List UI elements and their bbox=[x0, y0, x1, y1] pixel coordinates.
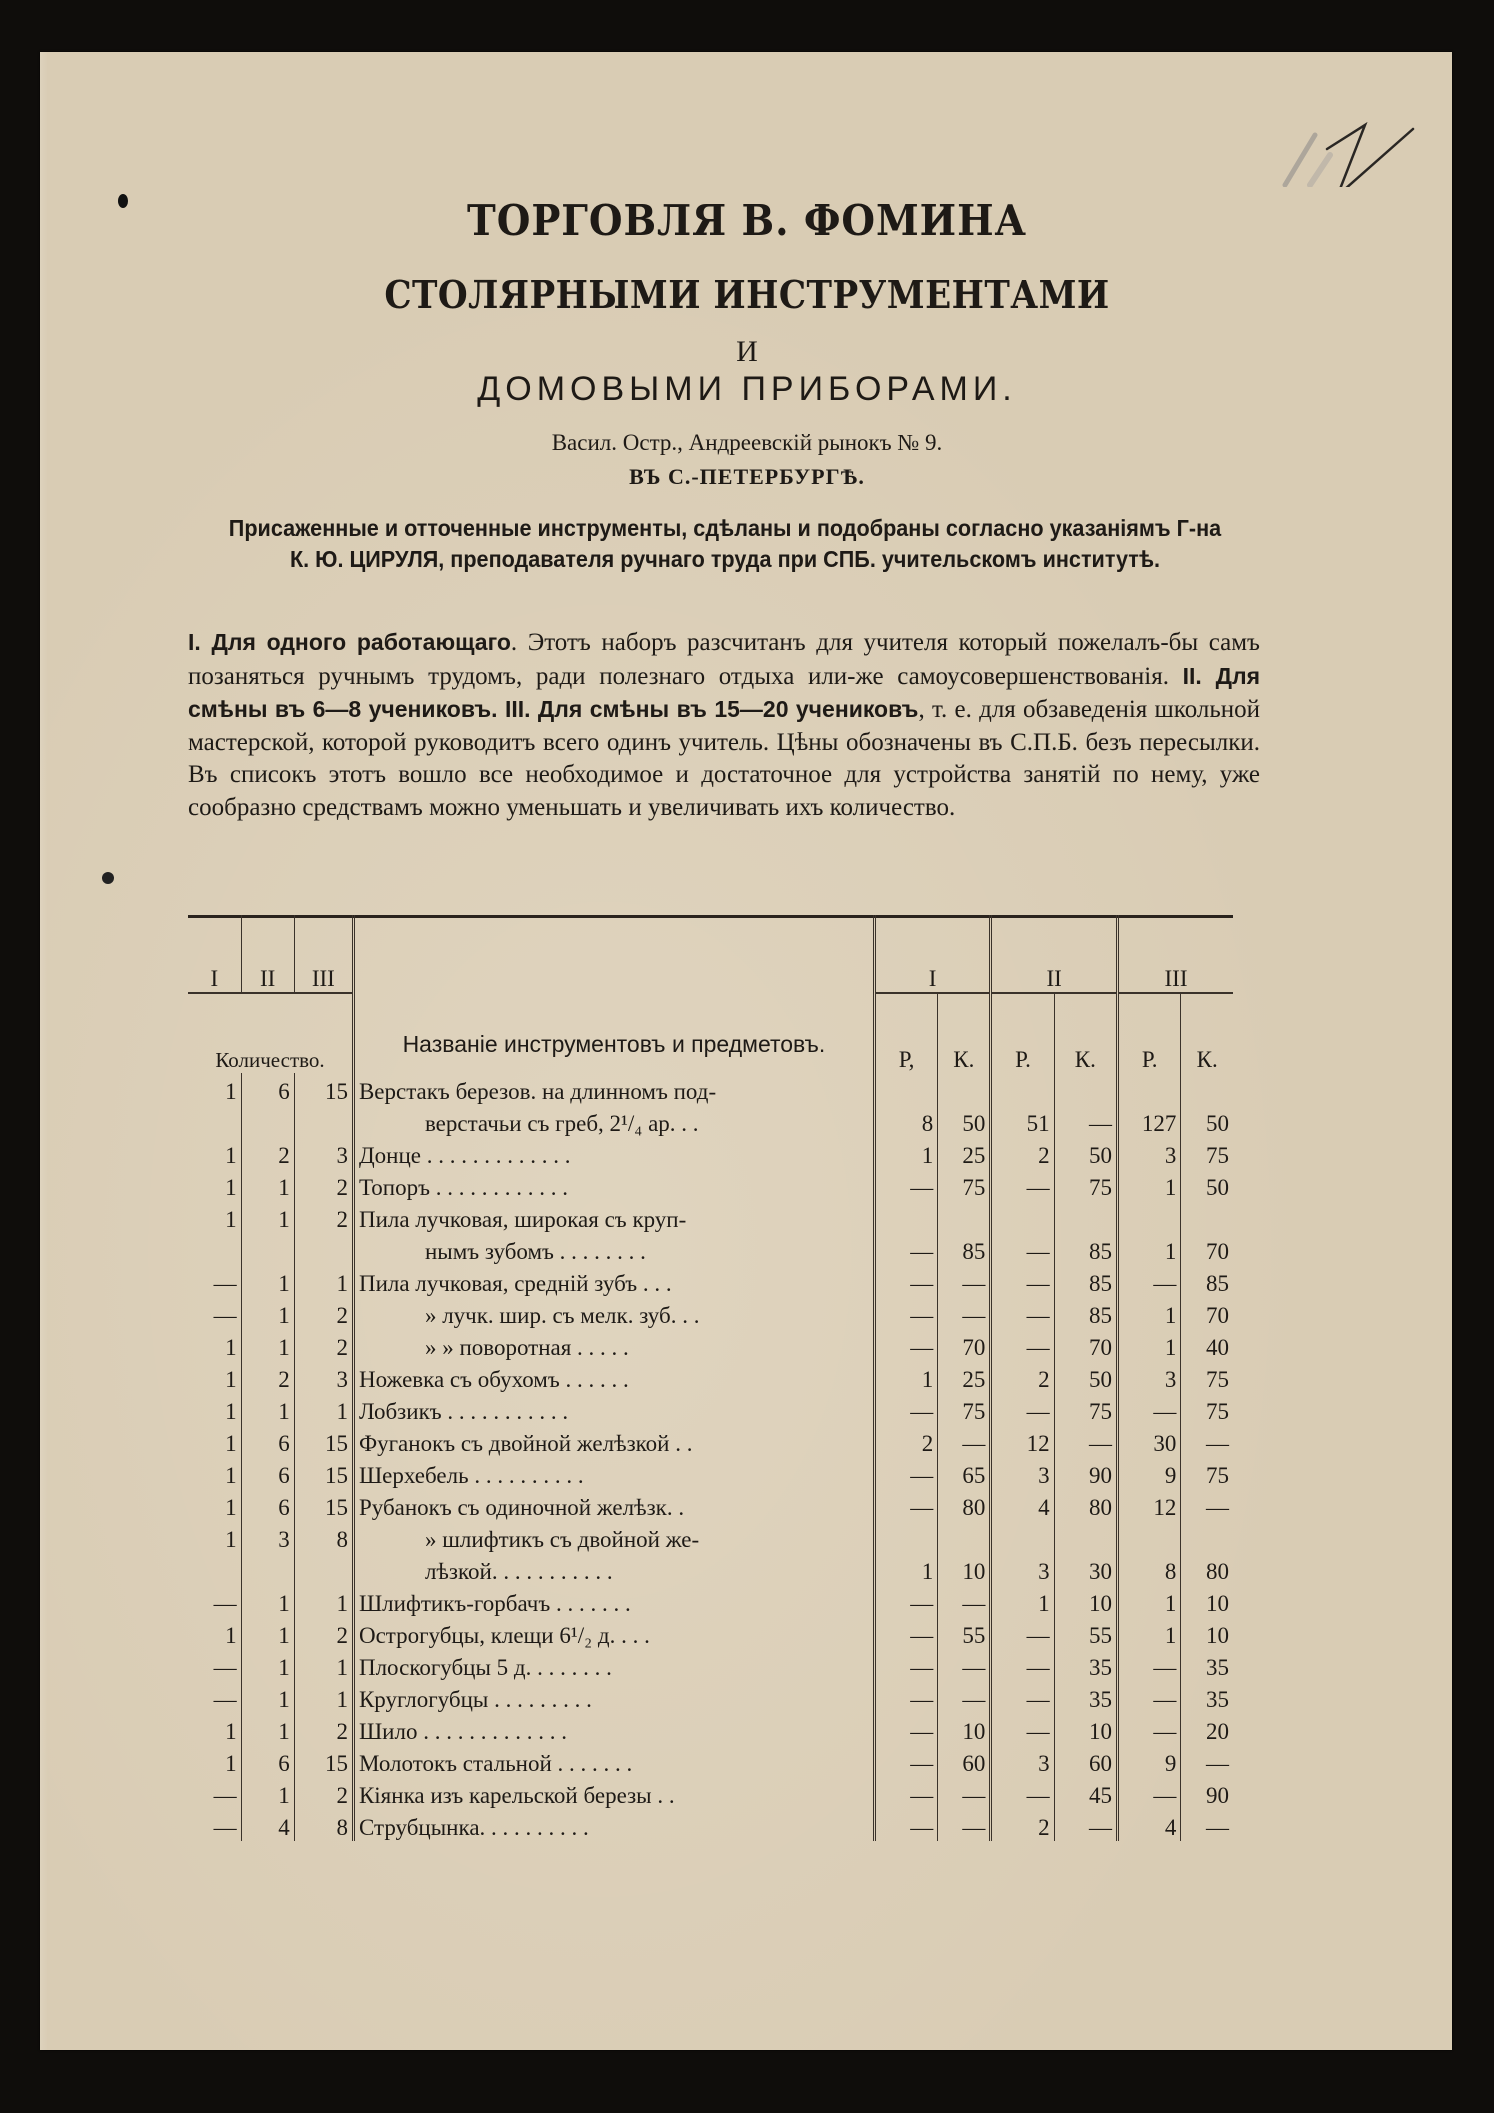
table-body bbox=[188, 1073, 1233, 1841]
item-name: Кіянка изъ карельской березы . . bbox=[353, 1777, 874, 1809]
qty-cell: 8 bbox=[294, 1521, 353, 1553]
price-rubles-cell: 1 bbox=[1118, 1329, 1181, 1361]
price-rubles-cell: — bbox=[874, 1713, 937, 1745]
qty-cell: 6 bbox=[241, 1489, 294, 1521]
price-rubles-cell: 4 bbox=[1118, 1809, 1181, 1841]
table-row bbox=[188, 1553, 1233, 1585]
price-kopecks-cell: — bbox=[938, 1265, 991, 1297]
table-row bbox=[188, 1809, 1233, 1841]
qty-cell: 1 bbox=[241, 1201, 294, 1233]
title-line-4: ДОМОВЫМИ ПРИБОРАМИ. bbox=[477, 370, 1017, 408]
price-kopecks-cell: 75 bbox=[1181, 1457, 1233, 1489]
price-rubles-cell: — bbox=[874, 1457, 937, 1489]
price-sub-rub-2: Р. bbox=[991, 993, 1054, 1073]
price-kopecks-cell: 50 bbox=[1181, 1169, 1233, 1201]
price-kopecks-cell: — bbox=[938, 1809, 991, 1841]
price-kopecks-cell bbox=[938, 1521, 991, 1553]
price-kopecks-cell bbox=[938, 1201, 991, 1233]
price-rubles-cell: 3 bbox=[991, 1457, 1054, 1489]
price-kopecks-cell: 25 bbox=[938, 1361, 991, 1393]
price-kopecks-cell: 60 bbox=[938, 1745, 991, 1777]
handwritten-folio-number bbox=[1265, 107, 1435, 187]
price-rubles-cell: — bbox=[991, 1617, 1054, 1649]
price-group-2: II bbox=[991, 915, 1118, 993]
table-row bbox=[188, 1073, 1233, 1105]
price-kopecks-cell: 70 bbox=[938, 1329, 991, 1361]
table-row bbox=[188, 1201, 1233, 1233]
qty-cell: 1 bbox=[225, 1527, 237, 1552]
item-name: Шило . . . . . . . . . . . . . bbox=[353, 1713, 874, 1745]
price-kopecks-cell: 75 bbox=[938, 1393, 991, 1425]
price-rubles-cell: 1 bbox=[1118, 1233, 1181, 1265]
intro-set-two-three-label: II. Для смѣны въ 6—8 учениковъ. III. Для смѣны въ 15—20 учениковъ bbox=[188, 662, 1260, 722]
price-rubles-cell: 1 bbox=[1118, 1585, 1181, 1617]
qty-cell: 6 bbox=[241, 1425, 294, 1457]
price-kopecks-cell: 85 bbox=[938, 1233, 991, 1265]
price-rubles-cell: — bbox=[991, 1297, 1054, 1329]
qty-cell: 6 bbox=[241, 1073, 294, 1105]
price-rubles-cell: — bbox=[1118, 1393, 1181, 1425]
qty-cell: 2 bbox=[294, 1329, 353, 1361]
price-kopecks-cell: — bbox=[1181, 1809, 1233, 1841]
price-rubles-cell: 4 bbox=[991, 1489, 1054, 1521]
price-kopecks-cell: 70 bbox=[1181, 1297, 1233, 1329]
qty-cell: 1 bbox=[225, 1143, 237, 1168]
price-sub-kop-3: К. bbox=[1181, 993, 1233, 1073]
item-name: » лучк. шир. съ мелк. зуб. . . bbox=[353, 1297, 874, 1329]
price-kopecks-cell: 35 bbox=[1181, 1681, 1233, 1713]
price-rubles-cell bbox=[991, 1201, 1054, 1233]
table-row bbox=[188, 1489, 1233, 1521]
item-name: Пила лучковая, средній зубъ . . . bbox=[353, 1265, 874, 1297]
price-kopecks-cell: — bbox=[1181, 1745, 1233, 1777]
price-rubles-cell: 127 bbox=[1118, 1105, 1181, 1137]
price-kopecks-cell: 45 bbox=[1054, 1777, 1117, 1809]
table-row bbox=[188, 1297, 1233, 1329]
qty-cell: — bbox=[213, 1783, 237, 1808]
item-name: Молотокъ стальной . . . . . . . bbox=[353, 1745, 874, 1777]
price-kopecks-cell: 55 bbox=[1054, 1617, 1117, 1649]
table-row bbox=[188, 1681, 1233, 1713]
item-name: Круглогубцы . . . . . . . . . bbox=[353, 1681, 874, 1713]
price-kopecks-cell bbox=[1054, 1073, 1117, 1105]
qty-cell: 1 bbox=[225, 1207, 237, 1232]
price-kopecks-cell bbox=[938, 1073, 991, 1105]
price-kopecks-cell: 10 bbox=[938, 1553, 991, 1585]
price-kopecks-cell: 90 bbox=[1181, 1777, 1233, 1809]
price-rubles-cell: 1 bbox=[874, 1361, 937, 1393]
subtitle: Присаженные и отточенные инструменты, сдѣланы и подобраны согласно указаніямъ Г-на К. Ю. ЦИРУЛЯ, преподавателя ручнаго труда при СПБ. учительскомъ институтѣ. bbox=[228, 515, 1222, 572]
price-kopecks-cell: 75 bbox=[1054, 1393, 1117, 1425]
intro-set-two-three-text: , т. е. для обзаведенія школьной мастерской, которой руководитъ всего одинъ учитель. Цѣны обозначены въ С.П.Б. безъ пересылки. Въ списокъ этотъ вошло все необходимое и достаточное для устройства занятій по нему, уже сообразно средствамъ можно уменьшать и увеличивать ихъ количество. bbox=[188, 696, 1260, 821]
qty-cell: 2 bbox=[294, 1777, 353, 1809]
price-kopecks-cell: 10 bbox=[1054, 1585, 1117, 1617]
price-rubles-cell: — bbox=[874, 1297, 937, 1329]
price-kopecks-cell: — bbox=[938, 1297, 991, 1329]
price-rubles-cell: — bbox=[1118, 1681, 1181, 1713]
price-rubles-cell: 2 bbox=[874, 1425, 937, 1457]
qty-cell: 1 bbox=[225, 1079, 237, 1104]
price-rubles-cell: 1 bbox=[1118, 1169, 1181, 1201]
price-rubles-cell: — bbox=[991, 1713, 1054, 1745]
quantity-label: Количество. bbox=[215, 1048, 325, 1072]
price-rubles-cell: — bbox=[874, 1777, 937, 1809]
price-rubles-cell bbox=[991, 1073, 1054, 1105]
price-rubles-cell bbox=[874, 1201, 937, 1233]
price-rubles-cell: — bbox=[874, 1169, 937, 1201]
price-kopecks-cell: 10 bbox=[1054, 1713, 1117, 1745]
qty-cell: 1 bbox=[225, 1175, 237, 1200]
price-kopecks-cell: 75 bbox=[1181, 1361, 1233, 1393]
table-row bbox=[188, 1265, 1233, 1297]
price-group-1: I bbox=[874, 915, 990, 993]
qty-cell: 15 bbox=[294, 1457, 353, 1489]
price-kopecks-cell: — bbox=[938, 1681, 991, 1713]
item-name: Струбцынка. . . . . . . . . . bbox=[353, 1809, 874, 1841]
price-kopecks-cell: 10 bbox=[1181, 1585, 1233, 1617]
price-rubles-cell: — bbox=[874, 1393, 937, 1425]
price-kopecks-cell: 85 bbox=[1181, 1265, 1233, 1297]
title-line-1: ТОРГОВЛЯ В. ФОМИНА bbox=[467, 196, 1027, 245]
qty-cell bbox=[188, 1233, 241, 1265]
table-row bbox=[188, 1425, 1233, 1457]
price-rubles-cell: 30 bbox=[1118, 1425, 1181, 1457]
price-rubles-cell: — bbox=[991, 1681, 1054, 1713]
title-line-3: И bbox=[736, 335, 758, 368]
qty-cell: 6 bbox=[241, 1745, 294, 1777]
price-rubles-cell: — bbox=[874, 1329, 937, 1361]
price-kopecks-cell: 80 bbox=[938, 1489, 991, 1521]
item-name: » шлифтикъ съ двойной же- bbox=[353, 1521, 874, 1553]
intro-set-one-text: . Этотъ наборъ разсчитанъ для учителя который пожелалъ-бы самъ позаняться ручнымъ трудомъ, ради полезнаго отдыха или-же самоусовершенствованія. bbox=[188, 629, 1260, 690]
price-kopecks-cell bbox=[1181, 1201, 1233, 1233]
price-kopecks-cell: 35 bbox=[1054, 1649, 1117, 1681]
qty-cell: 2 bbox=[294, 1169, 353, 1201]
price-rubles-cell: 1 bbox=[1118, 1617, 1181, 1649]
price-rubles-cell: 2 bbox=[991, 1361, 1054, 1393]
price-sub-kop-2: К. bbox=[1054, 993, 1117, 1073]
price-rubles-cell: 3 bbox=[1118, 1137, 1181, 1169]
table-row bbox=[188, 1713, 1233, 1745]
qty-cell: 3 bbox=[294, 1361, 353, 1393]
qty-cell: 6 bbox=[241, 1457, 294, 1489]
price-rubles-cell: 51 bbox=[991, 1105, 1054, 1137]
city: ВЪ С.-ПЕТЕРБУРГѢ. bbox=[629, 464, 865, 489]
qty-cell bbox=[241, 1553, 294, 1585]
item-name: Фуганокъ съ двойной желѣзкой . . bbox=[353, 1425, 874, 1457]
item-name: Пила лучковая, широкая съ круп- bbox=[353, 1201, 874, 1233]
qty-cell: 15 bbox=[294, 1073, 353, 1105]
item-name: » » поворотная . . . . . bbox=[353, 1329, 874, 1361]
qty-cell: 3 bbox=[294, 1137, 353, 1169]
price-kopecks-cell: 70 bbox=[1181, 1233, 1233, 1265]
price-kopecks-cell: 70 bbox=[1054, 1329, 1117, 1361]
price-rubles-cell: — bbox=[874, 1745, 937, 1777]
price-group-3: III bbox=[1118, 915, 1233, 993]
ink-spot bbox=[102, 872, 114, 884]
price-kopecks-cell: 50 bbox=[1054, 1137, 1117, 1169]
price-rubles-cell: — bbox=[1118, 1649, 1181, 1681]
tools-table bbox=[188, 915, 1233, 1841]
price-rubles-cell bbox=[1118, 1521, 1181, 1553]
qty-cell: 1 bbox=[225, 1623, 237, 1648]
price-sub-kop-1: К. bbox=[938, 993, 991, 1073]
qty-cell: 15 bbox=[294, 1425, 353, 1457]
qty-cell: 15 bbox=[294, 1745, 353, 1777]
item-name: Шерхебель . . . . . . . . . . bbox=[353, 1457, 874, 1489]
price-rubles-cell: — bbox=[991, 1233, 1054, 1265]
price-kopecks-cell bbox=[1181, 1073, 1233, 1105]
table-row bbox=[188, 1393, 1233, 1425]
price-kopecks-cell: 85 bbox=[1054, 1233, 1117, 1265]
price-rubles-cell: — bbox=[1118, 1265, 1181, 1297]
price-rubles-cell: — bbox=[874, 1617, 937, 1649]
price-rubles-cell bbox=[1118, 1201, 1181, 1233]
price-kopecks-cell: 10 bbox=[1181, 1617, 1233, 1649]
price-kopecks-cell: — bbox=[1181, 1489, 1233, 1521]
item-name: Шлифтикъ-горбачъ . . . . . . . bbox=[353, 1585, 874, 1617]
table-row bbox=[188, 1745, 1233, 1777]
price-kopecks-cell: — bbox=[938, 1649, 991, 1681]
qty-cell: — bbox=[213, 1815, 237, 1840]
table-row bbox=[188, 1777, 1233, 1809]
price-kopecks-cell: 30 bbox=[1054, 1553, 1117, 1585]
item-name: Верстакъ березов. на длинномъ под- bbox=[353, 1073, 874, 1105]
qty-cell: 8 bbox=[294, 1809, 353, 1841]
price-kopecks-cell: 10 bbox=[938, 1713, 991, 1745]
price-rubles-cell bbox=[874, 1073, 937, 1105]
qty-cell: 1 bbox=[241, 1777, 294, 1809]
qty-cell bbox=[294, 1105, 353, 1137]
qty-cell: 1 bbox=[225, 1367, 237, 1392]
qty-cell: 1 bbox=[225, 1399, 237, 1424]
table-row bbox=[188, 1585, 1233, 1617]
item-name: Топоръ . . . . . . . . . . . . bbox=[353, 1169, 874, 1201]
table-row bbox=[188, 1649, 1233, 1681]
price-kopecks-cell bbox=[1054, 1201, 1117, 1233]
table-row bbox=[188, 1617, 1233, 1649]
qty-cell: — bbox=[213, 1655, 237, 1680]
price-sub-rub-3: Р. bbox=[1118, 993, 1181, 1073]
price-rubles-cell: — bbox=[991, 1265, 1054, 1297]
price-kopecks-cell: — bbox=[938, 1777, 991, 1809]
price-rubles-cell: 12 bbox=[1118, 1489, 1181, 1521]
qty-cell: 15 bbox=[294, 1489, 353, 1521]
qty-cell: 2 bbox=[294, 1617, 353, 1649]
price-kopecks-cell: 85 bbox=[1054, 1297, 1117, 1329]
price-rubles-cell: — bbox=[991, 1649, 1054, 1681]
qty-cell: 1 bbox=[241, 1649, 294, 1681]
price-kopecks-cell: 80 bbox=[1054, 1489, 1117, 1521]
price-rubles-cell: 1 bbox=[991, 1585, 1054, 1617]
qty-cell bbox=[294, 1233, 353, 1265]
qty-cell: 1 bbox=[241, 1681, 294, 1713]
price-kopecks-cell: 75 bbox=[938, 1169, 991, 1201]
intro-paragraph bbox=[188, 626, 1260, 824]
qty-cell: 1 bbox=[294, 1681, 353, 1713]
price-kopecks-cell: — bbox=[938, 1585, 991, 1617]
qty-cell: 1 bbox=[225, 1495, 237, 1520]
price-rubles-cell: — bbox=[874, 1585, 937, 1617]
qty-cell bbox=[188, 1553, 241, 1585]
price-kopecks-cell bbox=[1181, 1521, 1233, 1553]
qty-cell: 1 bbox=[294, 1585, 353, 1617]
price-rubles-cell: 9 bbox=[1118, 1457, 1181, 1489]
qty-header-2: II bbox=[241, 915, 294, 993]
item-name: Рубанокъ съ одиночной желѣзк. . bbox=[353, 1489, 874, 1521]
qty-cell: 1 bbox=[241, 1585, 294, 1617]
qty-cell: 2 bbox=[241, 1137, 294, 1169]
item-name: Ножевка съ обухомъ . . . . . . bbox=[353, 1361, 874, 1393]
qty-cell: 2 bbox=[294, 1297, 353, 1329]
price-rubles-cell bbox=[874, 1521, 937, 1553]
qty-cell: 1 bbox=[241, 1169, 294, 1201]
table-row bbox=[188, 1137, 1233, 1169]
price-rubles-cell: — bbox=[1118, 1777, 1181, 1809]
price-rubles-cell: — bbox=[874, 1489, 937, 1521]
qty-cell: 1 bbox=[241, 1393, 294, 1425]
price-rubles-cell: — bbox=[991, 1169, 1054, 1201]
table-row bbox=[188, 1233, 1233, 1265]
price-rubles-cell: 9 bbox=[1118, 1745, 1181, 1777]
qty-cell: — bbox=[213, 1271, 237, 1296]
price-rubles-cell: 1 bbox=[1118, 1297, 1181, 1329]
qty-cell: 2 bbox=[241, 1361, 294, 1393]
address: Васил. Остр., Андреевскій рынокъ № 9. bbox=[551, 430, 943, 455]
qty-cell: 1 bbox=[241, 1265, 294, 1297]
price-kopecks-cell: 20 bbox=[1181, 1713, 1233, 1745]
qty-cell: 3 bbox=[241, 1521, 294, 1553]
price-kopecks-cell: 80 bbox=[1181, 1553, 1233, 1585]
price-rubles-cell: 3 bbox=[1118, 1361, 1181, 1393]
price-rubles-cell: 12 bbox=[991, 1425, 1054, 1457]
price-rubles-cell: — bbox=[991, 1393, 1054, 1425]
qty-cell: 1 bbox=[225, 1751, 237, 1776]
qty-cell bbox=[188, 1105, 241, 1137]
price-kopecks-cell: 85 bbox=[1054, 1265, 1117, 1297]
item-name: Плоскогубцы 5 д. . . . . . . . bbox=[353, 1649, 874, 1681]
price-rubles-cell: — bbox=[874, 1265, 937, 1297]
qty-cell: 1 bbox=[241, 1329, 294, 1361]
qty-cell: 1 bbox=[294, 1393, 353, 1425]
table-row bbox=[188, 1361, 1233, 1393]
name-header: Названіе инструментовъ и предметовъ. bbox=[353, 915, 874, 1073]
price-rubles-cell: 1 bbox=[874, 1553, 937, 1585]
price-rubles-cell: — bbox=[874, 1681, 937, 1713]
qty-cell: 1 bbox=[225, 1431, 237, 1456]
table-row bbox=[188, 1521, 1233, 1553]
qty-cell: 2 bbox=[294, 1713, 353, 1745]
price-kopecks-cell: 25 bbox=[938, 1137, 991, 1169]
price-rubles-cell: 2 bbox=[991, 1809, 1054, 1841]
price-kopecks-cell: 50 bbox=[938, 1105, 991, 1137]
price-kopecks-cell: 65 bbox=[938, 1457, 991, 1489]
item-name: верстачьи съ греб, 2¹/₄ ар. . . bbox=[353, 1105, 874, 1137]
price-rubles-cell: — bbox=[874, 1233, 937, 1265]
title-line-2: СТОЛЯРНЫМИ ИНСТРУМЕНТАМИ bbox=[384, 272, 1110, 317]
qty-cell: 4 bbox=[241, 1809, 294, 1841]
item-name: лѣзкой. . . . . . . . . . . bbox=[353, 1553, 874, 1585]
qty-cell: 1 bbox=[241, 1617, 294, 1649]
price-kopecks-cell: — bbox=[1054, 1809, 1117, 1841]
price-kopecks-cell: 40 bbox=[1181, 1329, 1233, 1361]
price-rubles-cell: — bbox=[874, 1809, 937, 1841]
price-rubles-cell: 1 bbox=[874, 1137, 937, 1169]
qty-cell: 1 bbox=[241, 1297, 294, 1329]
price-kopecks-cell: 75 bbox=[1054, 1169, 1117, 1201]
qty-cell bbox=[241, 1233, 294, 1265]
price-kopecks-cell: 35 bbox=[1054, 1681, 1117, 1713]
price-kopecks-cell: — bbox=[938, 1425, 991, 1457]
table-row bbox=[188, 1329, 1233, 1361]
item-name: Лобзикъ . . . . . . . . . . . bbox=[353, 1393, 874, 1425]
qty-cell: 1 bbox=[294, 1265, 353, 1297]
item-name: Донце . . . . . . . . . . . . . bbox=[353, 1137, 874, 1169]
intro-set-one-label: I. Для одного работающаго bbox=[188, 629, 511, 655]
price-kopecks-cell: — bbox=[1054, 1105, 1117, 1137]
price-rubles-cell: — bbox=[991, 1329, 1054, 1361]
qty-cell: — bbox=[213, 1303, 237, 1328]
price-rubles-cell bbox=[1118, 1073, 1181, 1105]
qty-cell: 1 bbox=[294, 1649, 353, 1681]
price-kopecks-cell: 90 bbox=[1054, 1457, 1117, 1489]
price-rubles-cell: 8 bbox=[1118, 1553, 1181, 1585]
item-name: Острогубцы, клещи 6¹/₂ д. . . . bbox=[353, 1617, 874, 1649]
price-kopecks-cell: 50 bbox=[1054, 1361, 1117, 1393]
qty-cell: 1 bbox=[225, 1719, 237, 1744]
qty-cell bbox=[294, 1553, 353, 1585]
qty-cell: 1 bbox=[225, 1335, 237, 1360]
price-rubles-cell: 8 bbox=[874, 1105, 937, 1137]
qty-cell: — bbox=[213, 1591, 237, 1616]
price-kopecks-cell bbox=[1054, 1521, 1117, 1553]
qty-header-3: III bbox=[294, 915, 353, 993]
qty-cell: 1 bbox=[225, 1463, 237, 1488]
price-rubles-cell: — bbox=[1118, 1713, 1181, 1745]
price-rubles-cell: 3 bbox=[991, 1553, 1054, 1585]
table-row bbox=[188, 1105, 1233, 1137]
price-kopecks-cell: — bbox=[1181, 1425, 1233, 1457]
price-sub-rub-1: Р, bbox=[874, 993, 937, 1073]
item-name: нымъ зубомъ . . . . . . . . bbox=[353, 1233, 874, 1265]
qty-cell: 1 bbox=[241, 1713, 294, 1745]
price-kopecks-cell: 35 bbox=[1181, 1649, 1233, 1681]
price-rubles-cell: 3 bbox=[991, 1745, 1054, 1777]
table-row bbox=[188, 1457, 1233, 1489]
price-rubles-cell: — bbox=[874, 1649, 937, 1681]
qty-cell: 2 bbox=[294, 1201, 353, 1233]
price-rubles-cell: — bbox=[991, 1777, 1054, 1809]
price-kopecks-cell: 55 bbox=[938, 1617, 991, 1649]
qty-header-1: I bbox=[188, 915, 241, 993]
price-kopecks-cell: 75 bbox=[1181, 1393, 1233, 1425]
price-rubles-cell: 2 bbox=[991, 1137, 1054, 1169]
price-rubles-cell bbox=[991, 1521, 1054, 1553]
price-kopecks-cell: 75 bbox=[1181, 1137, 1233, 1169]
price-kopecks-cell: 50 bbox=[1181, 1105, 1233, 1137]
table-row bbox=[188, 1169, 1233, 1201]
qty-cell bbox=[241, 1105, 294, 1137]
price-kopecks-cell: 60 bbox=[1054, 1745, 1117, 1777]
price-kopecks-cell: — bbox=[1054, 1425, 1117, 1457]
qty-cell: — bbox=[213, 1687, 237, 1712]
